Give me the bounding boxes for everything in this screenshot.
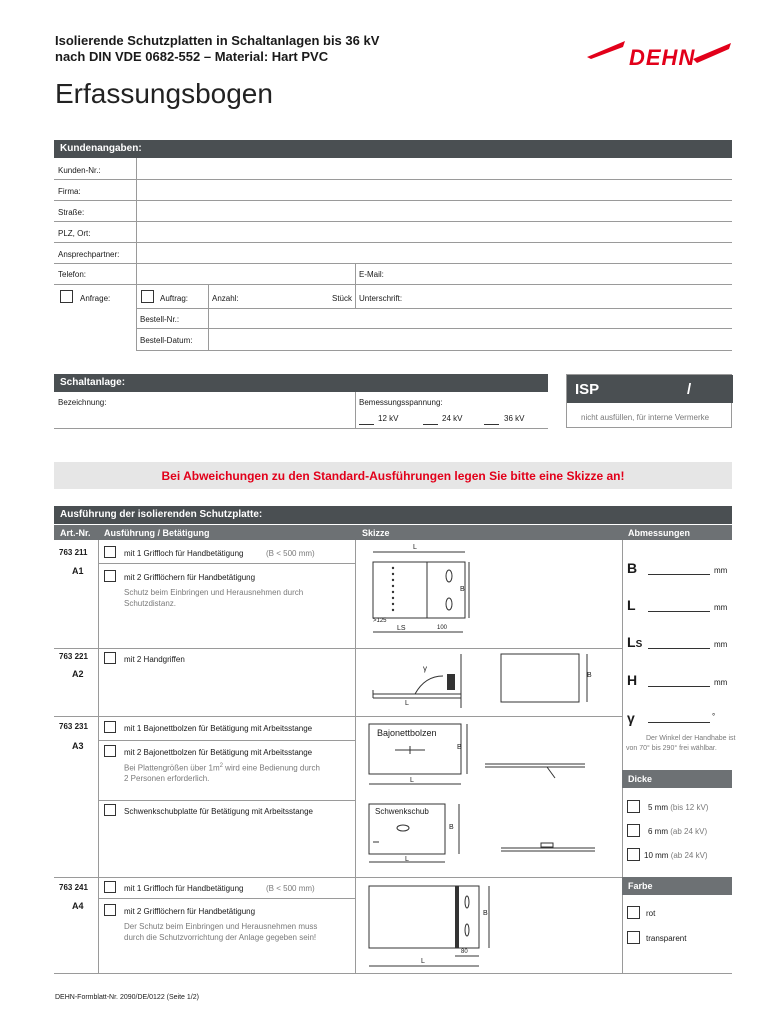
label-firma: Firma: [58, 187, 81, 196]
a4-sketch [365, 880, 505, 972]
isp-slash: / [687, 381, 692, 398]
dicke-5mm-checkbox[interactable] [627, 800, 640, 813]
anfrage-checkbox[interactable] [60, 290, 73, 303]
dim-LS-unit: mm [714, 640, 728, 649]
a3-sketch-L: L [410, 777, 414, 784]
page-title: Erfassungsbogen [55, 78, 273, 109]
winkel-note-line2: von 70° bis 290° frei wählbar. [626, 745, 717, 752]
header-title-line2: nach DIN VDE 0682-552 – Material: Hart PVC [55, 49, 329, 64]
kunden-nr-field[interactable] [138, 159, 732, 179]
telefon-field[interactable] [138, 264, 354, 284]
farbe-transparent-checkbox[interactable] [627, 931, 640, 944]
a1-sketch-L: L [413, 544, 417, 551]
label-12kv: 12 kV [378, 414, 399, 423]
a1-opt1-checkbox[interactable] [104, 546, 116, 558]
a4-opt1-label: mit 1 Griffloch für Handbetätigung [124, 884, 244, 893]
dim-H-unit: mm [714, 678, 728, 687]
farbe-rot-checkbox[interactable] [627, 906, 640, 919]
isp-box [566, 374, 732, 428]
strasse-field[interactable] [138, 201, 732, 221]
label-stueck: Stück [332, 294, 353, 303]
dicke-5mm-label: 5 mm [648, 803, 668, 812]
a1-code: A1 [72, 566, 84, 576]
a3-note-line1 [124, 763, 320, 773]
a2-opt1-checkbox[interactable] [104, 652, 116, 664]
a3-note-part2: wird eine Bedienung durch [222, 763, 320, 773]
a2-sketch-L: L [405, 700, 409, 707]
a3-opt2-label: mit 2 Bajonettbolzen für Betätigung mit Arbeitsstange [124, 748, 313, 757]
a3-opt3-checkbox[interactable] [104, 804, 116, 816]
a4-opt1-note: (B < 500 mm) [266, 884, 315, 893]
label-email: E-Mail: [359, 270, 384, 279]
dehn-logo [585, 33, 735, 73]
label-bezeichnung: Bezeichnung: [58, 398, 107, 407]
a2-opt1-label: mit 2 Handgriffen [124, 655, 185, 664]
ansprechpartner-field[interactable] [138, 243, 732, 263]
dim-L-input[interactable] [648, 605, 710, 612]
dicke-5mm-note: (bis 12 kV) [670, 803, 709, 812]
label-bestell-datum: Bestell-Datum: [140, 336, 193, 345]
dim-LS-input[interactable] [648, 642, 710, 649]
a3-sketch-L2: L [405, 856, 409, 863]
a3-sketch-B: B [457, 744, 462, 751]
email-field[interactable] [390, 264, 732, 284]
a4-art-nr: 763 241 [59, 883, 88, 892]
winkel-note-line1: Der Winkel der Handhabe ist [646, 735, 736, 742]
label-36kv: 36 kV [504, 414, 525, 423]
bestell-nr-field[interactable] [210, 309, 732, 328]
dicke-6mm-text [648, 827, 707, 836]
a1-sketch-125: >125 [373, 618, 387, 624]
label-unterschrift: Unterschrift: [359, 294, 403, 303]
a3-note-sup: 2 [219, 763, 223, 769]
a4-opt2-label: mit 2 Grifflöchern für Handbetätigung [124, 907, 256, 916]
farbe-transparent-label: transparent [646, 934, 687, 943]
a2-code: A2 [72, 669, 84, 679]
dicke-10mm-label: 10 mm [644, 851, 669, 860]
a1-sketch-LS: LS [397, 625, 406, 632]
dicke-6mm-note: (ab 24 kV) [670, 827, 708, 836]
a1-sketch-B: B [460, 586, 465, 593]
dicke-10mm-note: (ab 24 kV) [670, 851, 708, 860]
isp-intern-note: nicht ausfüllen, für interne Vermerke [581, 413, 710, 422]
dim-H-label: H [627, 672, 638, 688]
dim-LS-main: L [627, 634, 636, 650]
a1-art-nr: 763 211 [59, 548, 88, 557]
a3-sketch [365, 720, 605, 875]
section-header-schaltanlage: Schaltanlage: [54, 374, 548, 392]
label-plz: PLZ, Ort: [58, 229, 91, 238]
label-24kv: 24 kV [442, 414, 463, 423]
dim-H-input[interactable] [648, 680, 710, 687]
a1-sketch [365, 544, 475, 644]
label-bemessungsspannung: Bemessungsspannung: [359, 398, 443, 407]
a2-sketch-B: B [587, 672, 592, 679]
section-header-ausfuehrung: Ausführung der isolierenden Schutzplatte: [54, 506, 732, 524]
auftrag-checkbox[interactable] [141, 290, 154, 303]
label-kunden-nr: Kunden-Nr.: [58, 166, 101, 175]
dim-L-unit: mm [714, 603, 728, 612]
a3-opt3-label: Schwenkschubplatte für Betätigung mit Arbeitsstange [124, 807, 313, 816]
a4-sketch-L: L [421, 958, 425, 965]
dicke-5mm-text [648, 803, 708, 812]
notice-text: Bei Abweichungen zu den Standard-Ausführungen legen Sie bitte eine Skizze an! [161, 469, 625, 483]
a1-note-line1: Schutz beim Einbringen und Herausnehmen durch [124, 588, 304, 597]
a1-opt2-checkbox[interactable] [104, 570, 116, 582]
a4-opt2-checkbox[interactable] [104, 904, 116, 916]
a4-sketch-80: 80 [461, 949, 468, 955]
col-abmessungen: Abmessungen [628, 528, 691, 538]
a1-note-line2: Schutzdistanz. [124, 599, 177, 608]
col-skizze: Skizze [362, 528, 390, 538]
a4-note-line1: Der Schutz beim Einbringen und Herausnehmen muss [124, 922, 318, 931]
plz-field[interactable] [138, 222, 732, 242]
section-header-dicke: Dicke [622, 770, 732, 788]
firma-field[interactable] [138, 180, 732, 200]
label-strasse: Straße: [58, 208, 85, 217]
a3-art-nr: 763 231 [59, 722, 88, 731]
label-anfrage: Anfrage: [80, 294, 111, 303]
a1-sketch-100: 100 [437, 625, 448, 631]
a2-art-nr: 763 221 [59, 652, 88, 661]
a3-sketch-bajonett: Bajonettbolzen [377, 728, 437, 738]
label-telefon: Telefon: [58, 270, 87, 279]
dim-gamma-deg: ° [712, 712, 716, 721]
a3-note-part1: Bei Plattengrößen über 1m [124, 763, 220, 773]
a3-opt1-checkbox[interactable] [104, 721, 116, 733]
col-ausfuehrung: Ausführung / Betätigung [104, 528, 210, 538]
label-auftrag: Auftrag: [160, 294, 189, 303]
a4-code: A4 [72, 901, 84, 911]
bestell-datum-field[interactable] [210, 329, 732, 349]
a2-sketch [365, 650, 605, 714]
dicke-10mm-checkbox[interactable] [627, 848, 640, 861]
dim-L-label: L [627, 597, 636, 613]
dim-LS-sub: S [635, 639, 643, 650]
a4-opt1-checkbox[interactable] [104, 881, 116, 893]
a3-opt2-checkbox[interactable] [104, 745, 116, 757]
a4-sketch-B: B [483, 910, 488, 917]
footer-form-number: DEHN-Formblatt-Nr. 2090/DE/0122 (Seite 1/2) [55, 994, 199, 1001]
a1-opt2-label: mit 2 Grifflöchern für Handbetätigung [124, 573, 256, 582]
farbe-rot-label: rot [646, 909, 656, 918]
a3-sketch-B2: B [449, 824, 454, 831]
dim-B-unit: mm [714, 566, 728, 575]
section-header-kunden: Kundenangaben: [54, 140, 732, 158]
a4-note-line2: durch die Schutzvorrichtung der Anlage gegeben sein! [124, 933, 317, 942]
isp-label: ISP [575, 381, 600, 398]
header-title-line1: Isolierende Schutzplatten in Schaltanlagen bis 36 kV [55, 33, 380, 48]
dicke-6mm-label: 6 mm [648, 827, 668, 836]
a3-code: A3 [72, 741, 84, 751]
dicke-10mm-text [644, 851, 708, 860]
a3-note-line2: 2 Personen erforderlich. [124, 774, 210, 783]
label-bestell-nr: Bestell-Nr.: [140, 315, 180, 324]
a1-opt1-note: (B < 500 mm) [266, 549, 315, 558]
a3-opt1-label: mit 1 Bajonettbolzen für Betätigung mit Arbeitsstange [124, 724, 313, 733]
dicke-6mm-checkbox[interactable] [627, 824, 640, 837]
dim-LS-label [627, 634, 642, 650]
dim-B-input[interactable] [648, 568, 710, 575]
dim-gamma-label: γ [627, 710, 635, 726]
a3-sketch-schwenk: Schwenkschub [375, 807, 429, 816]
logo-text: DEHN [629, 45, 696, 70]
label-anzahl: Anzahl: [212, 294, 239, 303]
bezeichnung-field[interactable] [56, 408, 352, 427]
a2-sketch-gamma: γ [423, 664, 427, 673]
section-header-farbe: Farbe [622, 877, 732, 895]
label-ansprechpartner: Ansprechpartner: [58, 250, 120, 259]
col-art-nr: Art.-Nr. [60, 528, 91, 538]
dim-gamma-input[interactable] [648, 716, 710, 723]
dim-B-label: B [627, 560, 638, 576]
a1-opt1-label: mit 1 Griffloch für Handbetätigung [124, 549, 244, 558]
